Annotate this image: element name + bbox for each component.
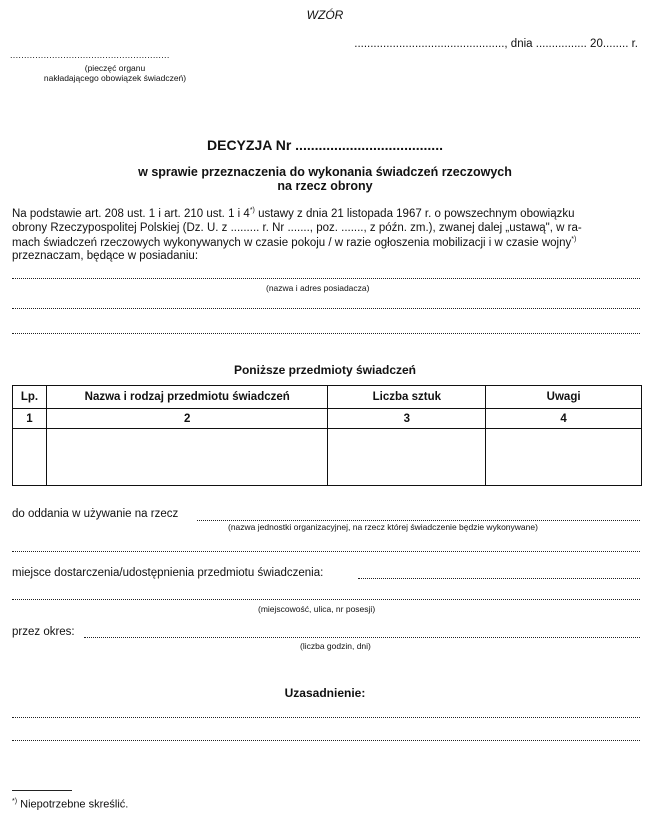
- handover-caption: (nazwa jednostki organizacyjnej, na rzecz której świadczenie będzie wykonywane): [228, 522, 538, 532]
- legal-basis-line-3: mach świadczeń rzeczowych wykonywanych w czasie pokoju / w razie ogłoszenia mobilizacji i w czasie wojny*): [12, 236, 577, 249]
- items-header-row: [13, 386, 642, 409]
- place-date-line: ..............................................., dnia ................ 20........ r.: [354, 38, 638, 50]
- handover-dotted-line-2: [12, 551, 640, 552]
- table-cell: [486, 429, 642, 486]
- footnote-ref: *): [571, 236, 577, 243]
- decision-subtitle-2: na rzecz obrony: [277, 179, 373, 193]
- stamp-caption-2: nakładającego obowiązek świadczeń): [43, 73, 187, 83]
- column-number: 3: [328, 409, 486, 429]
- justification-dotted-line: [12, 717, 640, 718]
- owner-caption: (nazwa i adres posiadacza): [266, 283, 370, 293]
- decision-subtitle: w sprawie przeznaczenia do wykonania świadczeń rzeczowych: [138, 165, 512, 179]
- column-number: 1: [13, 409, 47, 429]
- period-label: przez okres:: [12, 626, 75, 638]
- period-caption: (liczba godzin, dni): [300, 641, 371, 651]
- legal-basis-line-4: przeznaczam, będące w posiadaniu:: [12, 250, 199, 262]
- delivery-dotted-line: [358, 578, 640, 579]
- table-row: [13, 429, 642, 486]
- decision-title: DECYZJA Nr ......................................: [207, 137, 443, 153]
- owner-dotted-line-3: [12, 333, 640, 334]
- column-header-lp: Lp.: [13, 386, 47, 409]
- stamp-caption: (pieczęć organu: [84, 63, 146, 73]
- table-cell: [13, 429, 47, 486]
- column-number: 4: [486, 409, 642, 429]
- items-table: [12, 385, 642, 486]
- handover-dotted-line: [197, 520, 640, 521]
- template-label: WZÓR: [306, 8, 344, 22]
- column-number-row: [13, 409, 642, 429]
- table-cell: [328, 429, 486, 486]
- footnote-divider: [12, 790, 72, 791]
- delivery-dotted-line-2: [12, 599, 640, 600]
- footnote-marker: *): [12, 798, 18, 805]
- column-header-notes: Uwagi: [486, 386, 642, 409]
- justification-heading: Uzasadnienie:: [284, 686, 366, 700]
- column-header-count: Liczba sztuk: [328, 386, 486, 409]
- table-cell: [46, 429, 328, 486]
- owner-dotted-line-2: [12, 308, 640, 309]
- items-heading: Poniższe przedmioty świadczeń: [233, 363, 417, 377]
- stamp-line: .........................................................: [10, 50, 170, 60]
- delivery-caption: (miejscowość, ulica, nr posesji): [258, 604, 376, 614]
- owner-dotted-line: [12, 278, 640, 279]
- footnote: *) Niepotrzebne skreślić.: [12, 798, 129, 811]
- column-number: 2: [46, 409, 328, 429]
- justification-dotted-line-2: [12, 740, 640, 741]
- column-header-name: Nazwa i rodzaj przedmiotu świadczeń: [46, 386, 328, 409]
- handover-label: do oddania w używanie na rzecz: [12, 508, 179, 520]
- legal-basis-line-2: obrony Rzeczypospolitej Polskiej (Dz. U. z ......... r. Nr ......., poz. ......., z późn. zm.), zwanej dalej „ustawą", w ra-: [12, 222, 582, 234]
- delivery-label: miejsce dostarczenia/udostępnienia przedmiotu świadczenia:: [12, 567, 324, 579]
- footnote-ref: *): [249, 207, 255, 214]
- period-dotted-line: [84, 637, 640, 638]
- legal-basis-line-1: Na podstawie art. 208 ust. 1 i art. 210 ust. 1 i 4*) ustawy z dnia 21 listopada 1967 r. o powszechnym obowiązku: [12, 207, 575, 220]
